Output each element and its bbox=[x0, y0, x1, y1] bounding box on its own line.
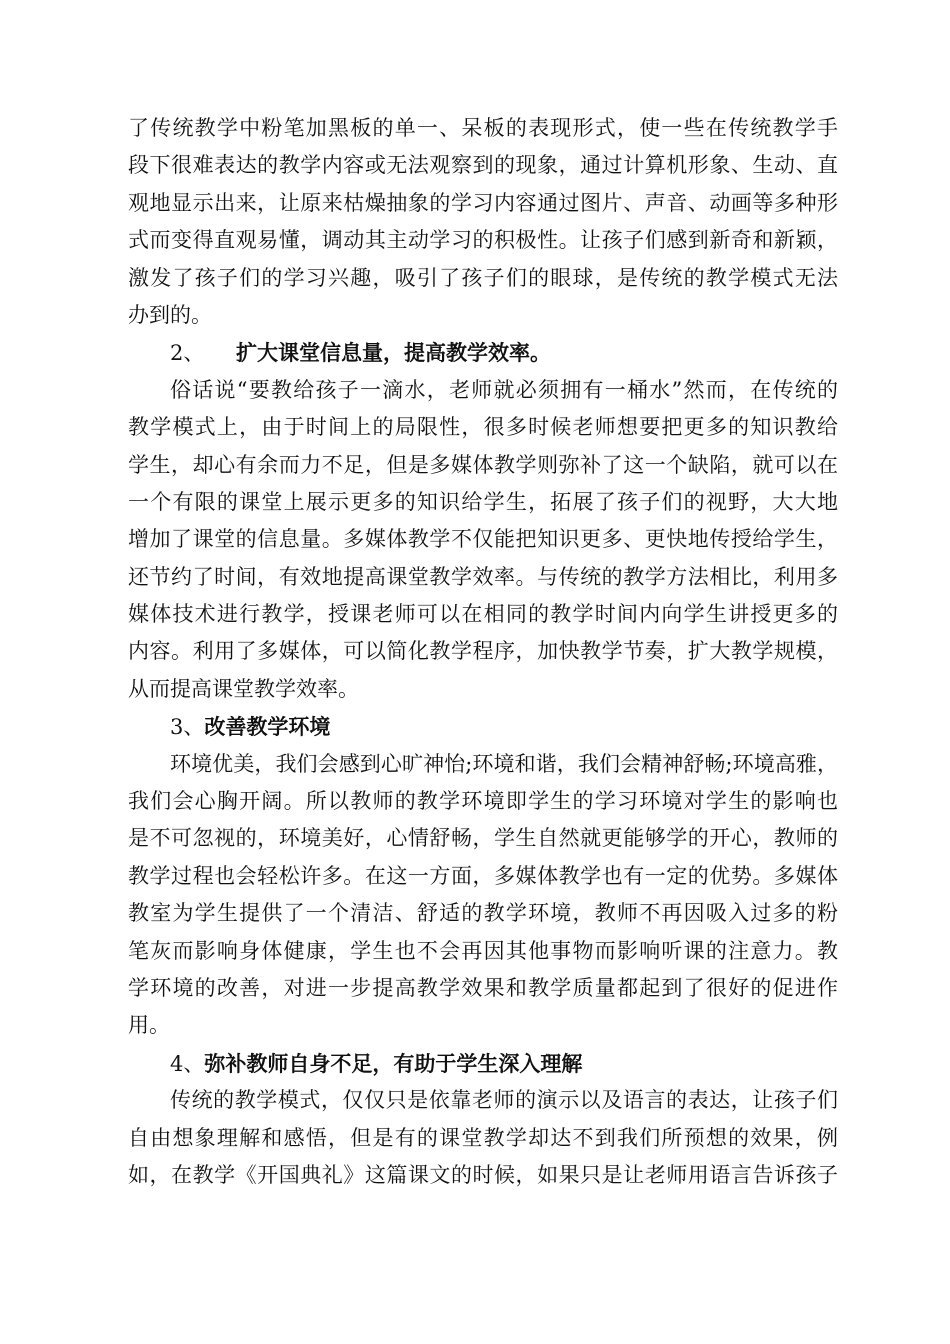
paragraph-line: 学环境的改善，对进一步提高教学效果和教学质量都起到了很好的促进作 bbox=[128, 975, 838, 1000]
paragraph-line: 笔灰而影响身体健康，学生也不会再因其他事物而影响听课的注意力。教 bbox=[128, 938, 838, 963]
paragraph-line: 教室为学生提供了一个清洁、舒适的教学环境，教师不再因吸入过多的粉 bbox=[128, 901, 838, 926]
paragraph-line: 办到的。 bbox=[128, 302, 212, 327]
paragraph-line: 学生，却心有余而力不足，但是多媒体教学则弥补了这一个缺陷，就可以在 bbox=[128, 452, 838, 477]
paragraph-line: 俗话说“要教给孩子一滴水，老师就必须拥有一桶水”然而，在传统的 bbox=[170, 377, 838, 402]
section-number: 2、 bbox=[170, 341, 205, 366]
paragraph-line: 媒体技术进行教学，授课老师可以在相同的教学时间内向学生讲授更多的 bbox=[128, 602, 838, 627]
paragraph-line: 我们会心胸开阔。所以教师的教学环境即学生的学习环境对学生的影响也 bbox=[128, 789, 838, 814]
paragraph-line: 从而提高课堂教学效率。 bbox=[128, 676, 359, 701]
paragraph-line: 观地显示出来，让原来枯燥抽象的学习内容通过图片、声音、动画等多种形 bbox=[128, 190, 838, 215]
section-title: 弥补教师自身不足，有助于学生深入理解 bbox=[204, 1050, 583, 1076]
section-title: 扩大课堂信息量，提高教学效率。 bbox=[236, 340, 551, 366]
paragraph-line: 还节约了时间，有效地提高课堂教学效率。与传统的教学方法相比，利用多 bbox=[128, 564, 838, 589]
paragraph-line: 段下很难表达的教学内容或无法观察到的现象，通过计算机形象、生动、直 bbox=[128, 153, 838, 178]
paragraph-line: 一个有限的课堂上展示更多的知识给学生，拓展了孩子们的视野，大大地 bbox=[128, 489, 838, 514]
paragraph-line: 教学过程也会轻松许多。在这一方面，多媒体教学也有一定的优势。多媒体 bbox=[128, 863, 838, 888]
paragraph-line: 用。 bbox=[128, 1013, 170, 1038]
paragraph-line: 自由想象理解和感悟，但是有的课堂教学却达不到我们所预想的效果，例 bbox=[128, 1125, 838, 1150]
paragraph-line: 激发了孩子们的学习兴趣，吸引了孩子们的眼球，是传统的教学模式无法 bbox=[128, 265, 838, 290]
paragraph-line: 是不可忽视的，环境美好，心情舒畅，学生自然就更能够学的开心，教师的 bbox=[128, 826, 838, 851]
section-number: 3、 bbox=[170, 715, 205, 740]
section-heading-2 bbox=[128, 334, 838, 371]
paragraph-line: 环境优美，我们会感到心旷神怡;环境和谐，我们会精神舒畅;环境高雅， bbox=[170, 751, 838, 776]
paragraph-line: 式而变得直观易懂，调动其主动学习的积极性。让孩子们感到新奇和新颖， bbox=[128, 228, 838, 253]
paragraph-4 bbox=[128, 1082, 838, 1194]
section-heading-3 bbox=[128, 708, 838, 745]
paragraph-line: 如，在教学《开国典礼》这篇课文的时候，如果只是让老师用语言告诉孩子 bbox=[128, 1162, 838, 1187]
section-title: 改善教学环境 bbox=[204, 714, 331, 740]
document-page bbox=[128, 110, 838, 1194]
paragraph-2 bbox=[128, 372, 838, 709]
paragraph-line: 了传统教学中粉笔加黑板的单一、呆板的表现形式，使一些在传统教学手 bbox=[128, 116, 838, 140]
section-number: 4、 bbox=[170, 1051, 205, 1076]
paragraph-line: 传统的教学模式，仅仅只是依靠老师的演示以及语言的表达，让孩子们 bbox=[170, 1088, 838, 1113]
paragraph-line: 教学模式上，由于时间上的局限性，很多时候老师想要把更多的知识教给 bbox=[128, 415, 838, 440]
paragraph-3 bbox=[128, 746, 838, 1045]
paragraph-1 bbox=[128, 110, 838, 334]
section-heading-4 bbox=[128, 1045, 838, 1082]
paragraph-line: 内容。利用了多媒体，可以简化教学程序，加快教学节奏，扩大教学规模， bbox=[128, 639, 838, 664]
paragraph-line: 增加了课堂的信息量。多媒体教学不仅能把知识更多、更快地传授给学生， bbox=[128, 527, 838, 552]
